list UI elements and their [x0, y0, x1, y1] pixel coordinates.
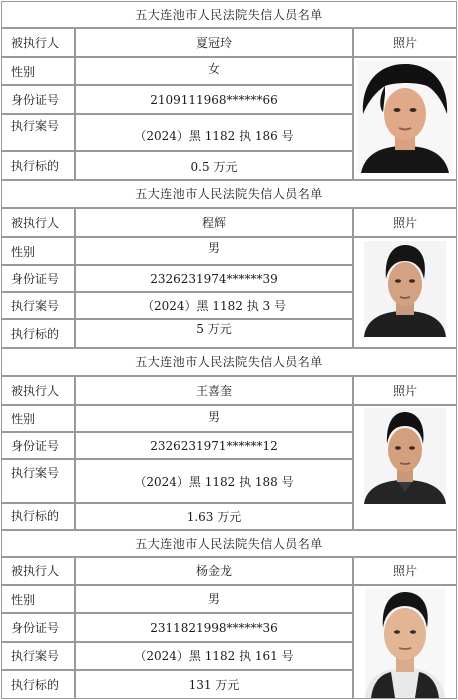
block-title-cell — [1, 1, 457, 28]
label-name: 被执行人 — [11, 564, 60, 578]
photo-label-cell — [353, 28, 457, 57]
value-cell — [75, 613, 353, 642]
label-cell — [1, 151, 75, 180]
block-title: 五大连池市人民法院失信人员名单 — [135, 537, 323, 551]
label-cell — [1, 208, 75, 237]
value-cell — [75, 265, 353, 292]
label-id-number: 身份证号 — [11, 93, 60, 107]
label-id-number: 身份证号 — [11, 439, 60, 453]
block-title: 五大连池市人民法院失信人员名单 — [135, 187, 323, 201]
value-id-number: 2311821998******36 — [150, 621, 278, 635]
value-case-number: （2024）黑 1182 执 3 号 — [142, 299, 286, 313]
label-amount: 执行标的 — [11, 159, 60, 173]
value-cell — [75, 642, 353, 670]
value-name: 夏冠玲 — [195, 36, 232, 50]
portrait-image — [365, 588, 445, 698]
label-cell — [1, 319, 75, 348]
value-case-number: （2024）黑 1182 执 188 号 — [134, 475, 294, 489]
label-gender: 性别 — [11, 593, 36, 607]
value-amount: 131 万元 — [188, 678, 240, 692]
value-name: 王喜奎 — [195, 384, 232, 398]
value-gender: 男 — [207, 410, 220, 424]
photo-label-cell — [353, 557, 457, 585]
label-cell — [1, 432, 75, 459]
value-amount: 0.5 万元 — [190, 160, 238, 174]
label-name: 被执行人 — [11, 384, 60, 398]
value-name: 程辉 — [201, 216, 226, 230]
value-case-number: （2024）黑 1182 执 161 号 — [134, 649, 294, 663]
label-cell — [1, 265, 75, 292]
label-cell — [1, 557, 75, 585]
portrait-photo — [364, 241, 446, 337]
block-title-cell — [1, 530, 457, 557]
value-case-number: （2024）黑 1182 执 186 号 — [134, 129, 294, 143]
label-cell — [1, 503, 75, 530]
label-id-number: 身份证号 — [11, 272, 60, 286]
value-cell — [75, 432, 353, 459]
value-cell — [75, 237, 353, 265]
value-gender: 男 — [207, 241, 220, 255]
label-case-number: 执行案号 — [11, 299, 60, 313]
label-cell — [1, 670, 75, 699]
value-cell — [75, 405, 353, 432]
label-amount: 执行标的 — [11, 678, 60, 692]
value-cell — [75, 585, 353, 613]
label-cell — [1, 585, 75, 613]
value-gender: 女 — [207, 62, 220, 76]
block-title-cell — [1, 348, 457, 376]
label-case-number: 执行案号 — [11, 466, 60, 480]
label-cell — [1, 237, 75, 265]
photo-label-cell — [353, 376, 457, 405]
photo-label: 照片 — [392, 216, 417, 230]
label-cell — [1, 405, 75, 432]
label-amount: 执行标的 — [11, 509, 60, 523]
value-cell — [75, 376, 353, 405]
label-cell — [1, 376, 75, 405]
label-name: 被执行人 — [11, 36, 60, 50]
block-title: 五大连池市人民法院失信人员名单 — [135, 8, 323, 22]
label-cell — [1, 642, 75, 670]
label-cell — [1, 459, 75, 503]
label-cell — [1, 613, 75, 642]
label-name: 被执行人 — [11, 216, 60, 230]
portrait-image — [364, 241, 446, 337]
label-gender: 性别 — [11, 245, 36, 259]
block-title-cell — [1, 180, 457, 208]
portrait-image — [357, 60, 453, 173]
value-cell — [75, 85, 353, 114]
value-amount: 5 万元 — [196, 322, 232, 336]
value-id-number: 2326231971******12 — [150, 439, 278, 453]
value-cell — [75, 670, 353, 699]
photo-label: 照片 — [392, 384, 417, 398]
value-name: 杨金龙 — [195, 564, 232, 578]
label-cell — [1, 292, 75, 319]
value-cell — [75, 151, 353, 180]
label-gender: 性别 — [11, 65, 36, 79]
portrait-image — [364, 408, 446, 504]
photo-label-cell — [353, 208, 457, 237]
value-amount: 1.63 万元 — [186, 510, 242, 524]
value-cell — [75, 292, 353, 319]
label-case-number: 执行案号 — [11, 119, 60, 133]
portrait-photo — [365, 588, 445, 698]
value-cell — [75, 28, 353, 57]
value-id-number: 2109111968******66 — [150, 93, 278, 107]
label-cell — [1, 114, 75, 151]
label-cell — [1, 28, 75, 57]
label-gender: 性别 — [11, 412, 36, 426]
label-amount: 执行标的 — [11, 327, 60, 341]
label-case-number: 执行案号 — [11, 649, 60, 663]
value-gender: 男 — [207, 592, 220, 606]
value-id-number: 2326231974******39 — [150, 272, 278, 286]
value-cell — [75, 319, 353, 348]
value-cell — [75, 557, 353, 585]
photo-label: 照片 — [392, 564, 417, 578]
portrait-photo — [357, 60, 453, 173]
value-cell — [75, 208, 353, 237]
label-cell — [1, 85, 75, 114]
label-id-number: 身份证号 — [11, 621, 60, 635]
photo-label: 照片 — [392, 36, 417, 50]
block-title: 五大连池市人民法院失信人员名单 — [135, 355, 323, 369]
label-cell — [1, 57, 75, 85]
portrait-photo — [364, 408, 446, 504]
value-cell — [75, 503, 353, 530]
value-cell — [75, 57, 353, 85]
value-cell — [75, 459, 353, 503]
value-cell — [75, 114, 353, 151]
